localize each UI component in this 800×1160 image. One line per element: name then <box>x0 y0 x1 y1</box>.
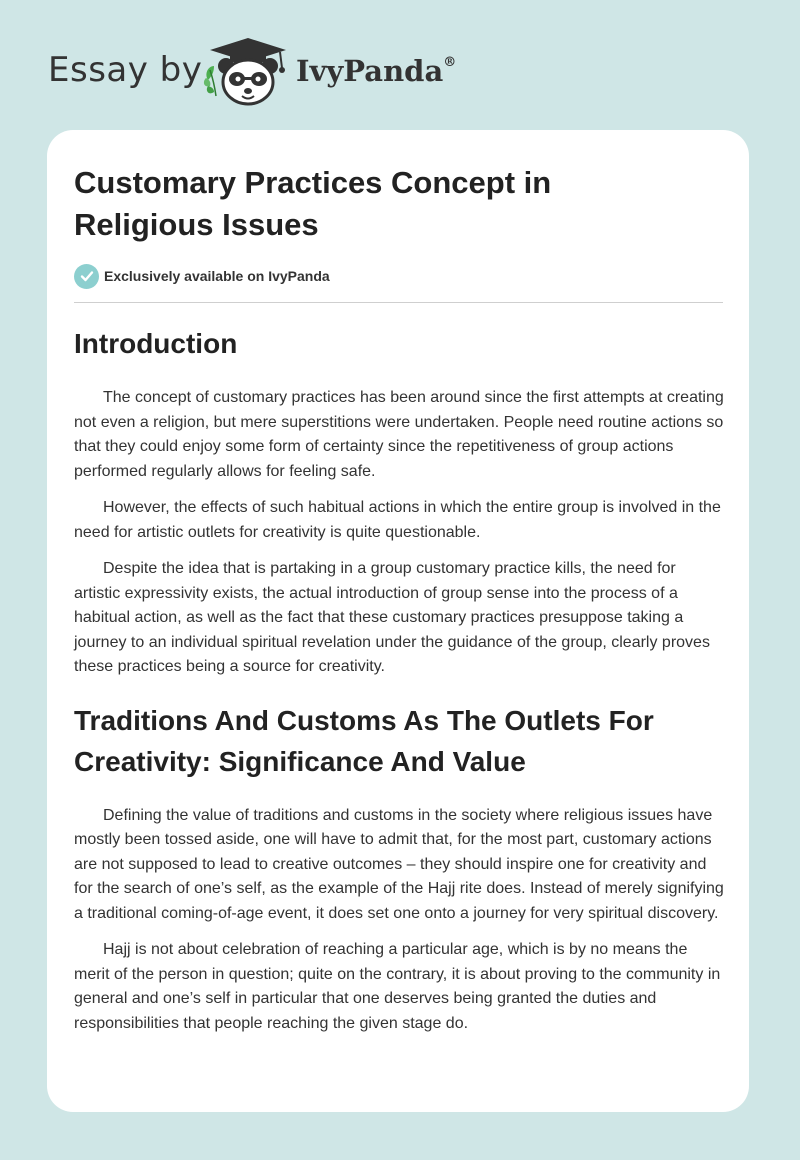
section-heading-traditions: Traditions And Customs As The Outlets For Creativity: Significance And Value <box>74 704 654 777</box>
paragraph: However, the effects of such habitual actions in which the entire group is involved in the need for artistic outlets for creativity is quite questionable. <box>74 499 721 541</box>
divider <box>74 302 723 303</box>
paragraph: Hajj is not about celebration of reaching a particular age, which is by no means the merit of the person in question; quite on the contrary, it is about proving to the community in general and one’s self in particular that one deserves being granted the duties and responsibilities that people reaching the given stage do. <box>74 941 721 1032</box>
exclusive-badge-text: Exclusively available on IvyPanda <box>104 268 330 284</box>
brand-name-text: IvyPanda <box>296 54 444 88</box>
check-icon <box>74 264 99 289</box>
section-heading-introduction: Introduction <box>74 328 238 359</box>
page-title: Customary Practices Concept in Religious Issues <box>74 165 552 242</box>
article-card <box>47 130 749 1112</box>
paragraph: Despite the idea that is partaking in a group customary practice kills, the need for artistic expressivity exists, the actual introduction of group sense into the process of a habitual action, as well as the fact that these customary practices presuppose taking a journey to an individual spiritual revelation under the guidance of the group, clearly proves these practices being a source for creativity. <box>74 560 710 675</box>
exclusive-badge <box>74 263 330 289</box>
paragraph: Defining the value of traditions and customs in the society where religious issues have mostly been tossed aside, one will have to admit that, for the most part, customary actions are not supposed to lead to creative outcomes – they should inspire one for creativity and for the search of one’s self, as the example of the Hajj rite does. Instead of merely signifying a traditional coming-of-age event, it does set one onto a journey for very spiritual discovery. <box>74 806 724 922</box>
site-header <box>0 0 800 130</box>
brand-name[interactable] <box>296 54 456 88</box>
leaf-icon <box>204 66 216 96</box>
paragraph: The concept of customary practices has been around since the first attempts at creating not even a religion, but mere superstitions were undertaken. People need routine actions so that they could enjoy some form of certainty since the repetitiveness of group actions performed regularly allows for feeling safe. <box>74 389 724 480</box>
essay-by-label: Essay by <box>48 50 203 90</box>
registered-mark: ® <box>443 55 457 71</box>
panda-graduate-icon[interactable] <box>202 36 294 108</box>
article-body <box>74 324 724 1048</box>
